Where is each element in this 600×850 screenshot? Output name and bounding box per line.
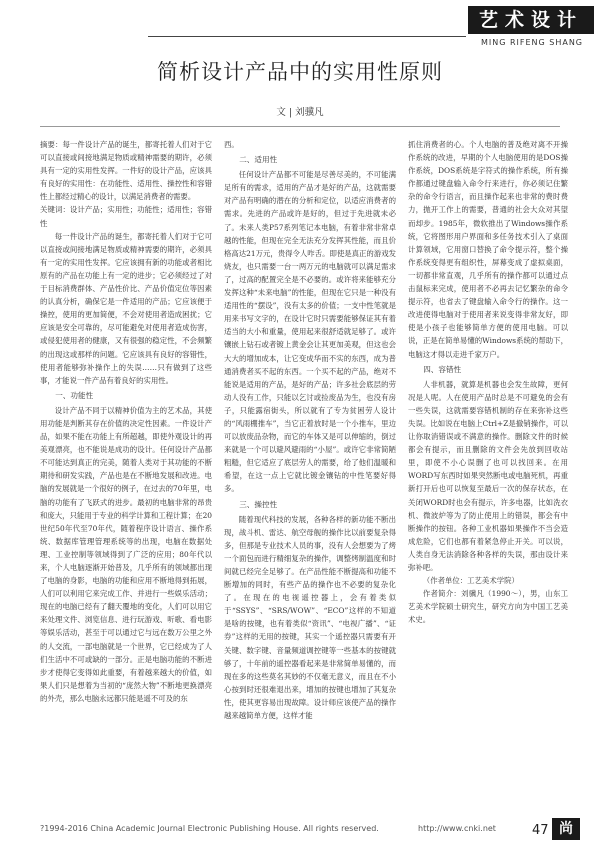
- section-heading: 一、功能性: [55, 390, 94, 400]
- page-number: 47: [532, 823, 549, 838]
- section-subtitle: MING RIFENG SHANG: [480, 38, 584, 47]
- section-title: 艺术设计: [468, 6, 594, 34]
- article-title: 简析设计产品中的实用性原则: [157, 60, 443, 84]
- section-heading: 二、适用性: [239, 155, 278, 165]
- title-rule: [40, 126, 560, 127]
- paragraph: 随着现代科技的发展，各种各样的新功能不断出现，战斗机、雷达、航空母舰的操作比以前要复杂得多，但那是专业技术人员的事，没有人会想要为了烤一个面包而进行精细复杂的操作，调整烤制温度和时间就已经完全足够了。在产品性能不断提高和功能不断增加的同时，有些产品的操作也不必要的复杂化了。在现在的电视遥控器上，会有着类似于“SSYS”、“SRS/WOW”、“ECO”这样的不知道是啥的按键，也有着类似“资讯”、“电视广播”、“证券”这样的无用的按键，其实一个遥控器只需要有开关键、数字键、音量频道调控键等一些基本的按键就够了，十年前的遥控器看起来是非常简单易懂的，而现在多的这些莫名其妙的不仅毫无意义，而且在不小心按到时还很难退出来，增加的按键也增加了其复杂性，使其更容易出现故障。设计师应该使产品的操作越来越简单方便，这样才能: [224, 514, 396, 721]
- paragraph: 人非机器，就算是机器也会发生故障，更何况是人呢。人在使用产品时总是不可避免的会有一些失误，这就需要容错机制的存在来弥补这些失误。比如说在电脑上Ctrl+Z是撤销操作，可以让你取消错误或不满意的操作。删除文件的时候都会有提示，而且删除的文件会先放到回收站里，即使不小心误删了也可以找回来。在用WORD写东西时如果突然断电或电脑死机，再重新打开后也可以恢复至最后一次的保存状态，在关闭WORD时也会有提示，许多电器，比如洗衣机、微波炉等为了防止使用上的错误，都会有中断操作的按钮。各种工业机器如果操作不当会造成危险，它们也都有着紧急停止开关。可以说，人类自身无法消除各种各样的失误，那由设计来弥补吧。: [408, 379, 568, 572]
- brand-badge: 尚: [552, 818, 580, 840]
- paragraph: （作者单位：工艺美术学院）: [422, 576, 519, 586]
- section-heading: 四、容错性: [423, 364, 462, 374]
- column-2: [224, 138, 396, 823]
- copyright-footer: ?1994-2016 China Academic Journal Electronic Publishing House. All rights reserved.: [40, 824, 379, 833]
- column-3: [408, 138, 568, 823]
- paragraph: 西。: [224, 140, 239, 149]
- paragraph: 抓住消费者的心。个人电脑的普及绝对离不开操作系统的改进，早期的个人电脑使用的是DOS操作系统，DOS系统是字符式的操作系统，所有操作都通过键盘输入命令行来进行，你必须记住繁杂的命令行语言，而且操作起来也非常的费时费力，抛开工作上的需要，普通的社会大众对其望而却步。1985年，微软推出了Windows操作系统，它将图形用户界面和多任务技术引入了桌面计算领域，它用窗口替换了命令提示符，整个操作系统变得更有组织性，屏幕变成了虚拟桌面，一切都非常直观，几乎所有的操作都可以通过点击鼠标来完成，使用者不必再去记忆繁杂的命令提示符，也省去了键盘输入命令行的操作。这一改进使得电脑对于使用者来说变得非常友好，即使是小孩子也能够简单方便的使用电脑。可以说，正是在简单易懂的Windows系统的帮助下，电脑这才得以走进千家万户。: [408, 140, 568, 359]
- column-1: [40, 138, 212, 823]
- header-line: [148, 36, 466, 37]
- footer-url[interactable]: http://www.cnki.net: [418, 824, 496, 833]
- paragraph: 设计产品不同于以精神价值为主的艺术品，其使用功能是判断其存在价值的决定性因素。一件设计产品，如果不能在功能上有所超越，即使外观设计的再美观漂亮，也不能说是成功的设计。任何设计产品都不可能达到真正的完美，随着人类对于其功能的不断期待和研发实践，产品也是在不断地发展和改进。电脑的发展就是一个很好的例子，在过去的70年里，电脑的功能有了飞跃式的进步。最初的电脑非常的昂贵和庞大，只能用于专业的科学计算和工程计算；在20世纪50年代至70年代，随着程序设计语言、操作系统、数据库管理管理系统等的出现，电脑在数据处理、工业控制等领域得到了广泛的应用；80年代以来，个人电脑逐渐开始普及，几乎所有的领域都出现了电脑的身影，电脑的功能和应用不断地得到拓展，人们可以利用它来完成工作、并进行一些娱乐活动；现在的电脑已经有了翻天覆地的变化，人们可以用它来处理文件、浏览信息、进行玩游戏、听歌、看电影等娱乐活动，甚至于可以通过它与远在数万公里之外的人交流，一部电脑就是一个世界，它已经成为了人们生活中不可或缺的一部分。正是电脑功能的不断进步才使得它变得如此重要，有着越来越大的价值，如果人们只是想着为当初的“庞然大物”不断地更换漂亮的外壳，那么电脑永远都只能是遥不可及的东: [40, 405, 212, 703]
- paragraph: 任何设计产品都不可能是尽善尽美的，不可能满足所有的需求，适用的产品才是好的产品，这就需要对产品有明确的潜在的分析和定位，以适应消费者的需求。先进的产品或许是好的，但过于先进就未必了。未来人类P57系列笔记本电脑，有着非常非常卓越的性能，但现在完全无法充分发挥其性能，而且价格高达21万元，贵得令人咋舌。即使是真正的游戏发烧友，也只需要一台一两万元的电脑就可以满足需求了，过高的配置完全是不必要的。或许将来能够充分发挥这种“未来电脑”的性能，但现在它只是一种没有适用性的“摆设”，没有太多的价值；一支中性笔就是用来书写文字的，在设计它时只需要能够保证其有着适当的大小和重量，使用起来很舒适就足够了。或许镶嵌上钻石或者镀上黄金会让其更加美观，但这也会大大的增加成本，让它变成华而不实的东西，成为普通消费者买不起的东西。一个买不起的产品，绝对不能说是适用的产品，是好的产品；许多社会底层的劳动人没有工作，只能以乞讨或捡废品为生，也没有房子，只能露宿街头，所以就有了专为贫困劳人设计的“风雨棚推车”，当它正着放时是一个小推车，里边可以放废品杂物，而它的车体又是可以伸缩的，倒过来就是一个可以避风避雨的“小屋”。或许它非常简陋粗糙，但它适应了底层劳人的需要，给了他们温暖和希望，在这一点上它就比镀金镶钻的中性笔要好得多。: [224, 170, 396, 494]
- section-heading: 三、操控性: [239, 499, 278, 509]
- paragraph: 摘要：每一件设计产品的诞生，都寄托着人们对于它可以直接或间接地满足物质或精神需要的期许，必须具有一定的实用性发挥。一件好的设计产品，应该具有良好的实用性：在功能性、适用性、操控性和容错性上都经过精心的设计，以满足消费者的需要。: [40, 140, 212, 202]
- paragraph: 作者简介：刘骥凡（1990～），男，山东工艺美术学院硕士研究生，研究方向为中国工艺美术史。: [408, 589, 568, 625]
- paragraph: 每一件设计产品的诞生，都寄托着人们对于它可以直接或间接地满足物质或精神需要的期许，必须具有一定的实用性发挥。它应该拥有新的功能或者相比原有的产品在功能上有一定的进步；它必须经过了对于目标消费群体、产品性价比、产品价值定位等因素的认真分析，确保它是一件适用的产品；它应该便于操控，使用的更加简便，不会对使用者造成困扰；它应该是安全可靠的，尽可能避免对使用者造成伤害，或侵犯使用者的健康，又有很强的稳定性，不会频繁的出现这或那样的问题。它应该具有良好的容错性，使用者能够弥补操作上的失误……只有做到了这些事，才能说一件产品有着良好的实用性。: [40, 231, 212, 385]
- byline: 文 | 刘骥凡: [276, 107, 324, 118]
- paragraph: 关键词：设计产品；实用性；功能性；适用性；容错性: [40, 205, 212, 228]
